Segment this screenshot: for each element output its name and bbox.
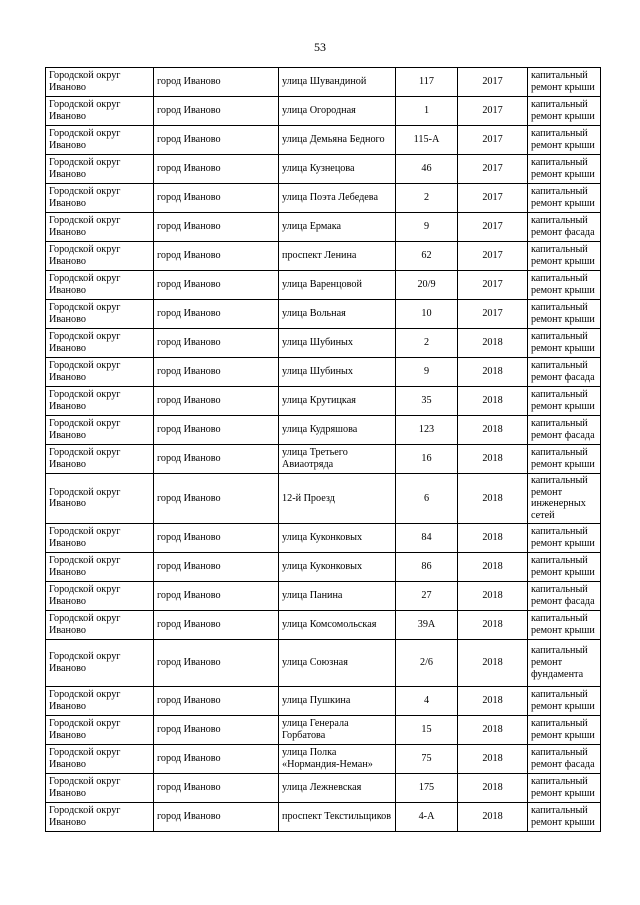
city-cell: город Иваново: [154, 300, 279, 329]
year-cell: 2018: [458, 773, 528, 802]
work-type-cell: капитальный ремонт крыши: [528, 155, 601, 184]
page-number: 53: [314, 40, 326, 54]
work-type-cell: капитальный ремонт фасада: [528, 358, 601, 387]
table-row: [46, 126, 601, 155]
table-row: [46, 802, 601, 831]
work-type-cell: капитальный ремонт крыши: [528, 97, 601, 126]
house-number-cell: 10: [396, 300, 458, 329]
street-cell: улица Крутицкая: [279, 387, 396, 416]
work-type-cell: капитальный ремонт крыши: [528, 523, 601, 552]
year-cell: 2017: [458, 300, 528, 329]
city-cell: город Иваново: [154, 126, 279, 155]
city-cell: город Иваново: [154, 639, 279, 686]
house-number-cell: 115-А: [396, 126, 458, 155]
year-cell: 2017: [458, 97, 528, 126]
house-number-cell: 2/6: [396, 639, 458, 686]
city-cell: город Иваново: [154, 184, 279, 213]
street-cell: 12-й Проезд: [279, 474, 396, 524]
city-cell: город Иваново: [154, 445, 279, 474]
house-number-cell: 75: [396, 744, 458, 773]
city-cell: город Иваново: [154, 387, 279, 416]
city-cell: город Иваново: [154, 686, 279, 715]
work-type-cell: капитальный ремонт крыши: [528, 126, 601, 155]
house-number-cell: 1: [396, 97, 458, 126]
year-cell: 2018: [458, 715, 528, 744]
work-type-cell: капитальный ремонт крыши: [528, 68, 601, 97]
house-number-cell: 27: [396, 581, 458, 610]
table-row: [46, 474, 601, 524]
city-cell: город Иваново: [154, 68, 279, 97]
work-type-cell: капитальный ремонт инженерных сетей: [528, 474, 601, 524]
district-cell: Городской округ Иваново: [46, 416, 154, 445]
year-cell: 2018: [458, 686, 528, 715]
table-row: [46, 773, 601, 802]
table-row: [46, 213, 601, 242]
table-row: [46, 686, 601, 715]
city-cell: город Иваново: [154, 802, 279, 831]
district-cell: Городской округ Иваново: [46, 155, 154, 184]
year-cell: 2018: [458, 581, 528, 610]
city-cell: город Иваново: [154, 581, 279, 610]
street-cell: проспект Ленина: [279, 242, 396, 271]
district-cell: Городской округ Иваново: [46, 242, 154, 271]
street-cell: улица Вольная: [279, 300, 396, 329]
table-row: [46, 610, 601, 639]
house-number-cell: 62: [396, 242, 458, 271]
house-number-cell: 16: [396, 445, 458, 474]
work-type-cell: капитальный ремонт крыши: [528, 773, 601, 802]
year-cell: 2017: [458, 126, 528, 155]
house-number-cell: 2: [396, 329, 458, 358]
house-number-cell: 39А: [396, 610, 458, 639]
table-row: [46, 271, 601, 300]
table-row: [46, 329, 601, 358]
year-cell: 2018: [458, 416, 528, 445]
district-cell: Городской округ Иваново: [46, 97, 154, 126]
street-cell: улица Комсомольская: [279, 610, 396, 639]
city-cell: город Иваново: [154, 155, 279, 184]
work-type-cell: капитальный ремонт фасада: [528, 581, 601, 610]
house-number-cell: 175: [396, 773, 458, 802]
district-cell: Городской округ Иваново: [46, 581, 154, 610]
street-cell: улица Третьего Авиаотряда: [279, 445, 396, 474]
work-type-cell: капитальный ремонт фасада: [528, 416, 601, 445]
city-cell: город Иваново: [154, 213, 279, 242]
district-cell: Городской округ Иваново: [46, 387, 154, 416]
house-number-cell: 123: [396, 416, 458, 445]
city-cell: город Иваново: [154, 97, 279, 126]
table-row: [46, 387, 601, 416]
street-cell: улица Полка «Нормандия-Неман»: [279, 744, 396, 773]
year-cell: 2018: [458, 329, 528, 358]
table-row: [46, 300, 601, 329]
district-cell: Городской округ Иваново: [46, 126, 154, 155]
street-cell: улица Кудряшова: [279, 416, 396, 445]
city-cell: город Иваново: [154, 715, 279, 744]
work-type-cell: капитальный ремонт крыши: [528, 552, 601, 581]
work-type-cell: капитальный ремонт крыши: [528, 445, 601, 474]
district-cell: Городской округ Иваново: [46, 213, 154, 242]
district-cell: Городской округ Иваново: [46, 686, 154, 715]
house-number-cell: 46: [396, 155, 458, 184]
table-row: [46, 184, 601, 213]
year-cell: 2018: [458, 639, 528, 686]
table-row: [46, 715, 601, 744]
district-cell: Городской округ Иваново: [46, 474, 154, 524]
street-cell: улица Шувандиной: [279, 68, 396, 97]
district-cell: Городской округ Иваново: [46, 715, 154, 744]
house-number-cell: 9: [396, 213, 458, 242]
house-number-cell: 9: [396, 358, 458, 387]
street-cell: улица Пушкина: [279, 686, 396, 715]
district-cell: Городской округ Иваново: [46, 184, 154, 213]
registry-table-body: [46, 68, 601, 832]
city-cell: город Иваново: [154, 552, 279, 581]
registry-table: [45, 67, 601, 832]
work-type-cell: капитальный ремонт крыши: [528, 387, 601, 416]
table-row: [46, 68, 601, 97]
district-cell: Городской округ Иваново: [46, 802, 154, 831]
city-cell: город Иваново: [154, 523, 279, 552]
year-cell: 2017: [458, 213, 528, 242]
house-number-cell: 15: [396, 715, 458, 744]
year-cell: 2017: [458, 68, 528, 97]
house-number-cell: 84: [396, 523, 458, 552]
house-number-cell: 20/9: [396, 271, 458, 300]
year-cell: 2017: [458, 271, 528, 300]
work-type-cell: капитальный ремонт крыши: [528, 686, 601, 715]
city-cell: город Иваново: [154, 610, 279, 639]
house-number-cell: 117: [396, 68, 458, 97]
city-cell: город Иваново: [154, 474, 279, 524]
street-cell: улица Панина: [279, 581, 396, 610]
street-cell: улица Генерала Горбатова: [279, 715, 396, 744]
city-cell: город Иваново: [154, 416, 279, 445]
work-type-cell: капитальный ремонт крыши: [528, 271, 601, 300]
year-cell: 2018: [458, 474, 528, 524]
table-row: [46, 97, 601, 126]
district-cell: Городской округ Иваново: [46, 358, 154, 387]
table-row: [46, 416, 601, 445]
street-cell: улица Демьяна Бедного: [279, 126, 396, 155]
district-cell: Городской округ Иваново: [46, 523, 154, 552]
city-cell: город Иваново: [154, 329, 279, 358]
street-cell: улица Варенцовой: [279, 271, 396, 300]
city-cell: город Иваново: [154, 242, 279, 271]
year-cell: 2018: [458, 523, 528, 552]
district-cell: Городской округ Иваново: [46, 744, 154, 773]
district-cell: Городской округ Иваново: [46, 329, 154, 358]
work-type-cell: капитальный ремонт крыши: [528, 715, 601, 744]
year-cell: 2017: [458, 242, 528, 271]
city-cell: город Иваново: [154, 773, 279, 802]
street-cell: улица Кузнецова: [279, 155, 396, 184]
house-number-cell: 4: [396, 686, 458, 715]
table-row: [46, 744, 601, 773]
district-cell: Городской округ Иваново: [46, 639, 154, 686]
street-cell: улица Шубиных: [279, 329, 396, 358]
work-type-cell: капитальный ремонт крыши: [528, 802, 601, 831]
work-type-cell: капитальный ремонт крыши: [528, 610, 601, 639]
house-number-cell: 86: [396, 552, 458, 581]
street-cell: проспект Текстильщиков: [279, 802, 396, 831]
year-cell: 2018: [458, 387, 528, 416]
year-cell: 2017: [458, 155, 528, 184]
street-cell: улица Союзная: [279, 639, 396, 686]
house-number-cell: 35: [396, 387, 458, 416]
work-type-cell: капитальный ремонт фасада: [528, 213, 601, 242]
district-cell: Городской округ Иваново: [46, 271, 154, 300]
table-row: [46, 358, 601, 387]
street-cell: улица Шубиных: [279, 358, 396, 387]
year-cell: 2017: [458, 184, 528, 213]
table-row: [46, 552, 601, 581]
city-cell: город Иваново: [154, 358, 279, 387]
table-row: [46, 445, 601, 474]
work-type-cell: капитальный ремонт крыши: [528, 300, 601, 329]
district-cell: Городской округ Иваново: [46, 610, 154, 639]
city-cell: город Иваново: [154, 744, 279, 773]
year-cell: 2018: [458, 552, 528, 581]
year-cell: 2018: [458, 802, 528, 831]
year-cell: 2018: [458, 610, 528, 639]
house-number-cell: 2: [396, 184, 458, 213]
street-cell: улица Лежневская: [279, 773, 396, 802]
table-row: [46, 155, 601, 184]
house-number-cell: 4-А: [396, 802, 458, 831]
work-type-cell: капитальный ремонт фундамента: [528, 639, 601, 686]
table-row: [46, 242, 601, 271]
year-cell: 2018: [458, 358, 528, 387]
district-cell: Городской округ Иваново: [46, 300, 154, 329]
street-cell: улица Куконковых: [279, 552, 396, 581]
table-row: [46, 581, 601, 610]
work-type-cell: капитальный ремонт крыши: [528, 242, 601, 271]
street-cell: улица Поэта Лебедева: [279, 184, 396, 213]
district-cell: Городской округ Иваново: [46, 445, 154, 474]
house-number-cell: 6: [396, 474, 458, 524]
work-type-cell: капитальный ремонт крыши: [528, 184, 601, 213]
work-type-cell: капитальный ремонт фасада: [528, 744, 601, 773]
street-cell: улица Куконковых: [279, 523, 396, 552]
table-row: [46, 523, 601, 552]
work-type-cell: капитальный ремонт крыши: [528, 329, 601, 358]
year-cell: 2018: [458, 744, 528, 773]
street-cell: улица Ермака: [279, 213, 396, 242]
district-cell: Городской округ Иваново: [46, 773, 154, 802]
table-row: [46, 639, 601, 686]
street-cell: улица Огородная: [279, 97, 396, 126]
year-cell: 2018: [458, 445, 528, 474]
district-cell: Городской округ Иваново: [46, 552, 154, 581]
city-cell: город Иваново: [154, 271, 279, 300]
district-cell: Городской округ Иваново: [46, 68, 154, 97]
